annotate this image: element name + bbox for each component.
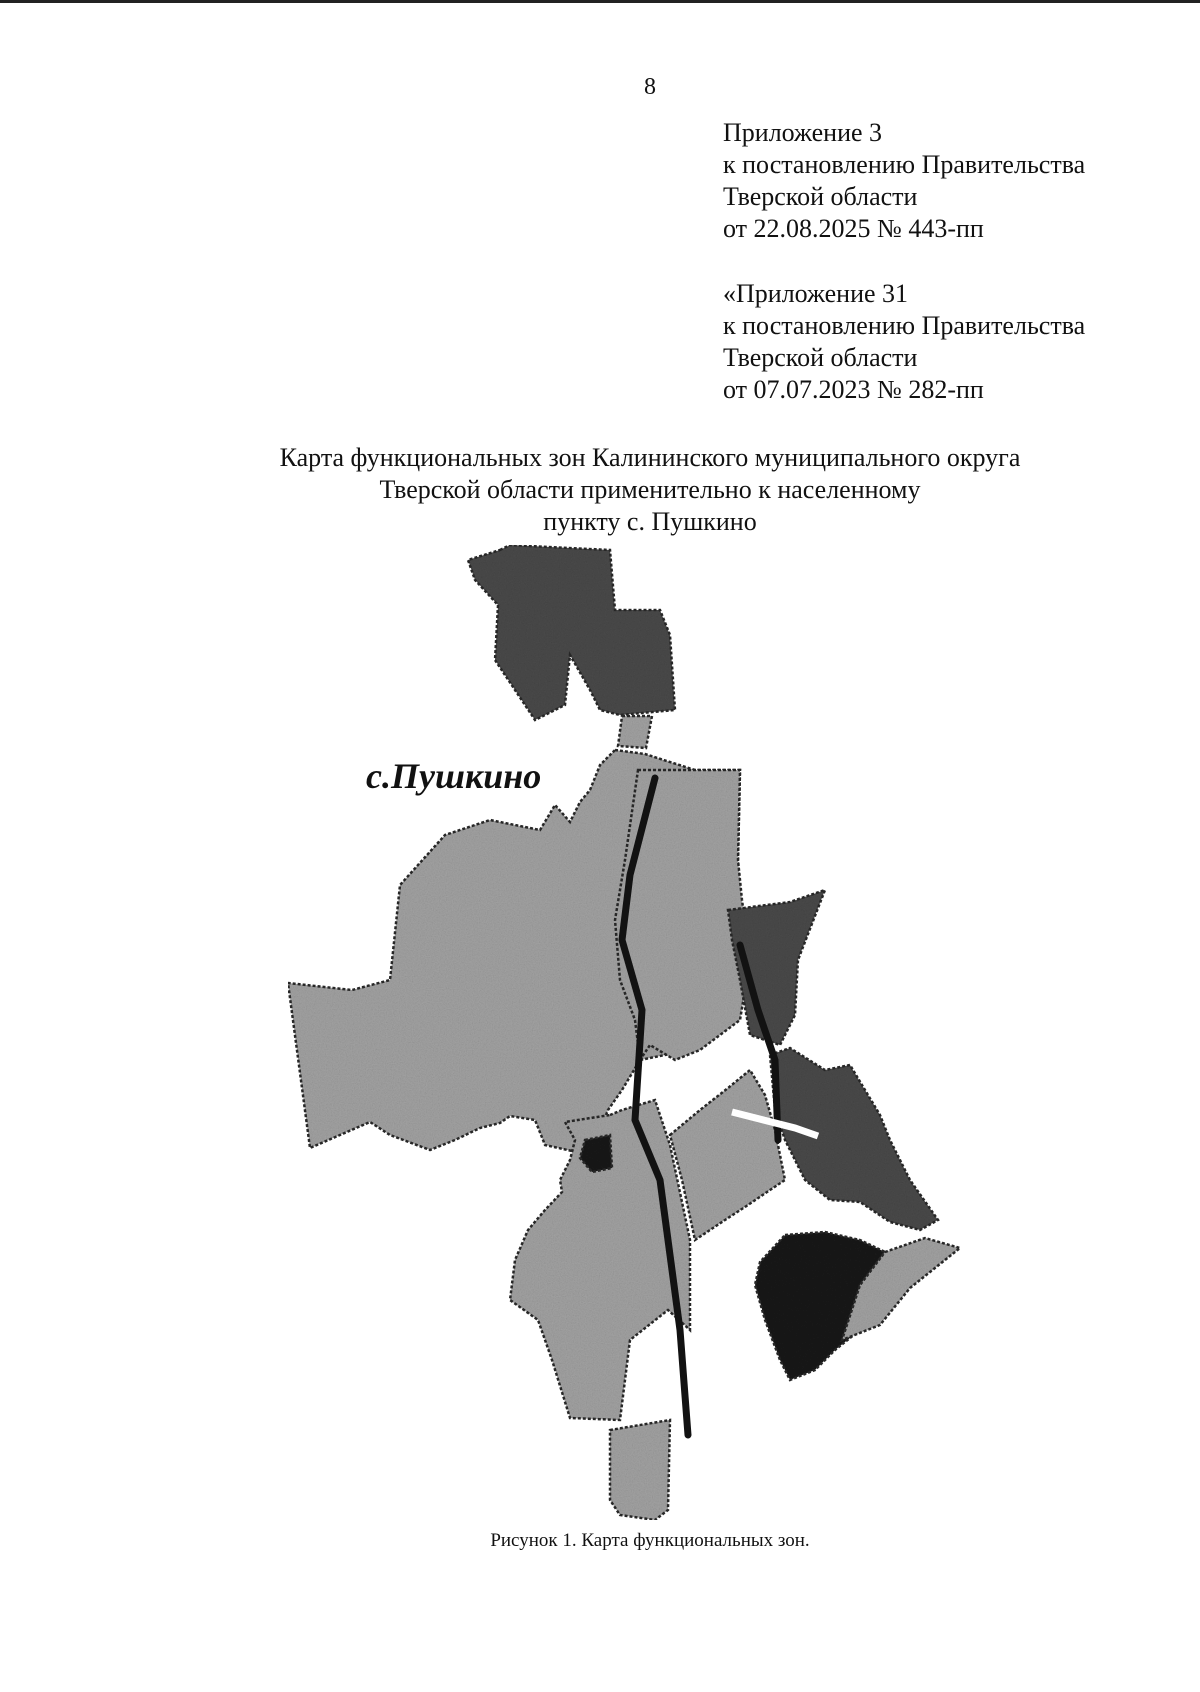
page-number: 8 (644, 74, 656, 100)
appendix-line: «Приложение 31 (723, 279, 909, 308)
zone-east-dark (728, 890, 825, 1045)
figure-caption: Рисунок 1. Карта функциональных зон. (490, 1530, 810, 1551)
zone-north-residential (468, 545, 675, 720)
appendix-line: к постановлению Правительства (723, 150, 1086, 179)
appendix-line: к постановлению Правительства (723, 311, 1086, 340)
zone-south-east-dark (770, 1048, 938, 1230)
appendix-original-block (723, 278, 1085, 406)
place-name-label: с.Пушкино (366, 756, 542, 796)
map-title (0, 442, 1200, 538)
appendix-line: Тверской области (723, 182, 918, 211)
functional-zones-map (270, 540, 1040, 1520)
zone-south-tip (610, 1420, 670, 1520)
appendix-line: от 22.08.2025 № 443-пп (723, 214, 984, 243)
map-drawing (270, 540, 1040, 1520)
map-title-line: Карта функциональных зон Калининского муниципального округа (279, 443, 1021, 472)
top-border-line (0, 0, 1200, 3)
zone-north-connector (618, 716, 652, 748)
map-title-line: пункту с. Пушкино (543, 507, 757, 536)
zone-south-central (670, 1070, 785, 1240)
appendix-line: Тверской области (723, 343, 918, 372)
appendix-line: Приложение 3 (723, 118, 883, 147)
appendix-line: от 07.07.2023 № 282-пп (723, 375, 984, 404)
map-title-line: Тверской области применительно к населенному (379, 475, 921, 504)
appendix-current-block (723, 117, 1085, 245)
